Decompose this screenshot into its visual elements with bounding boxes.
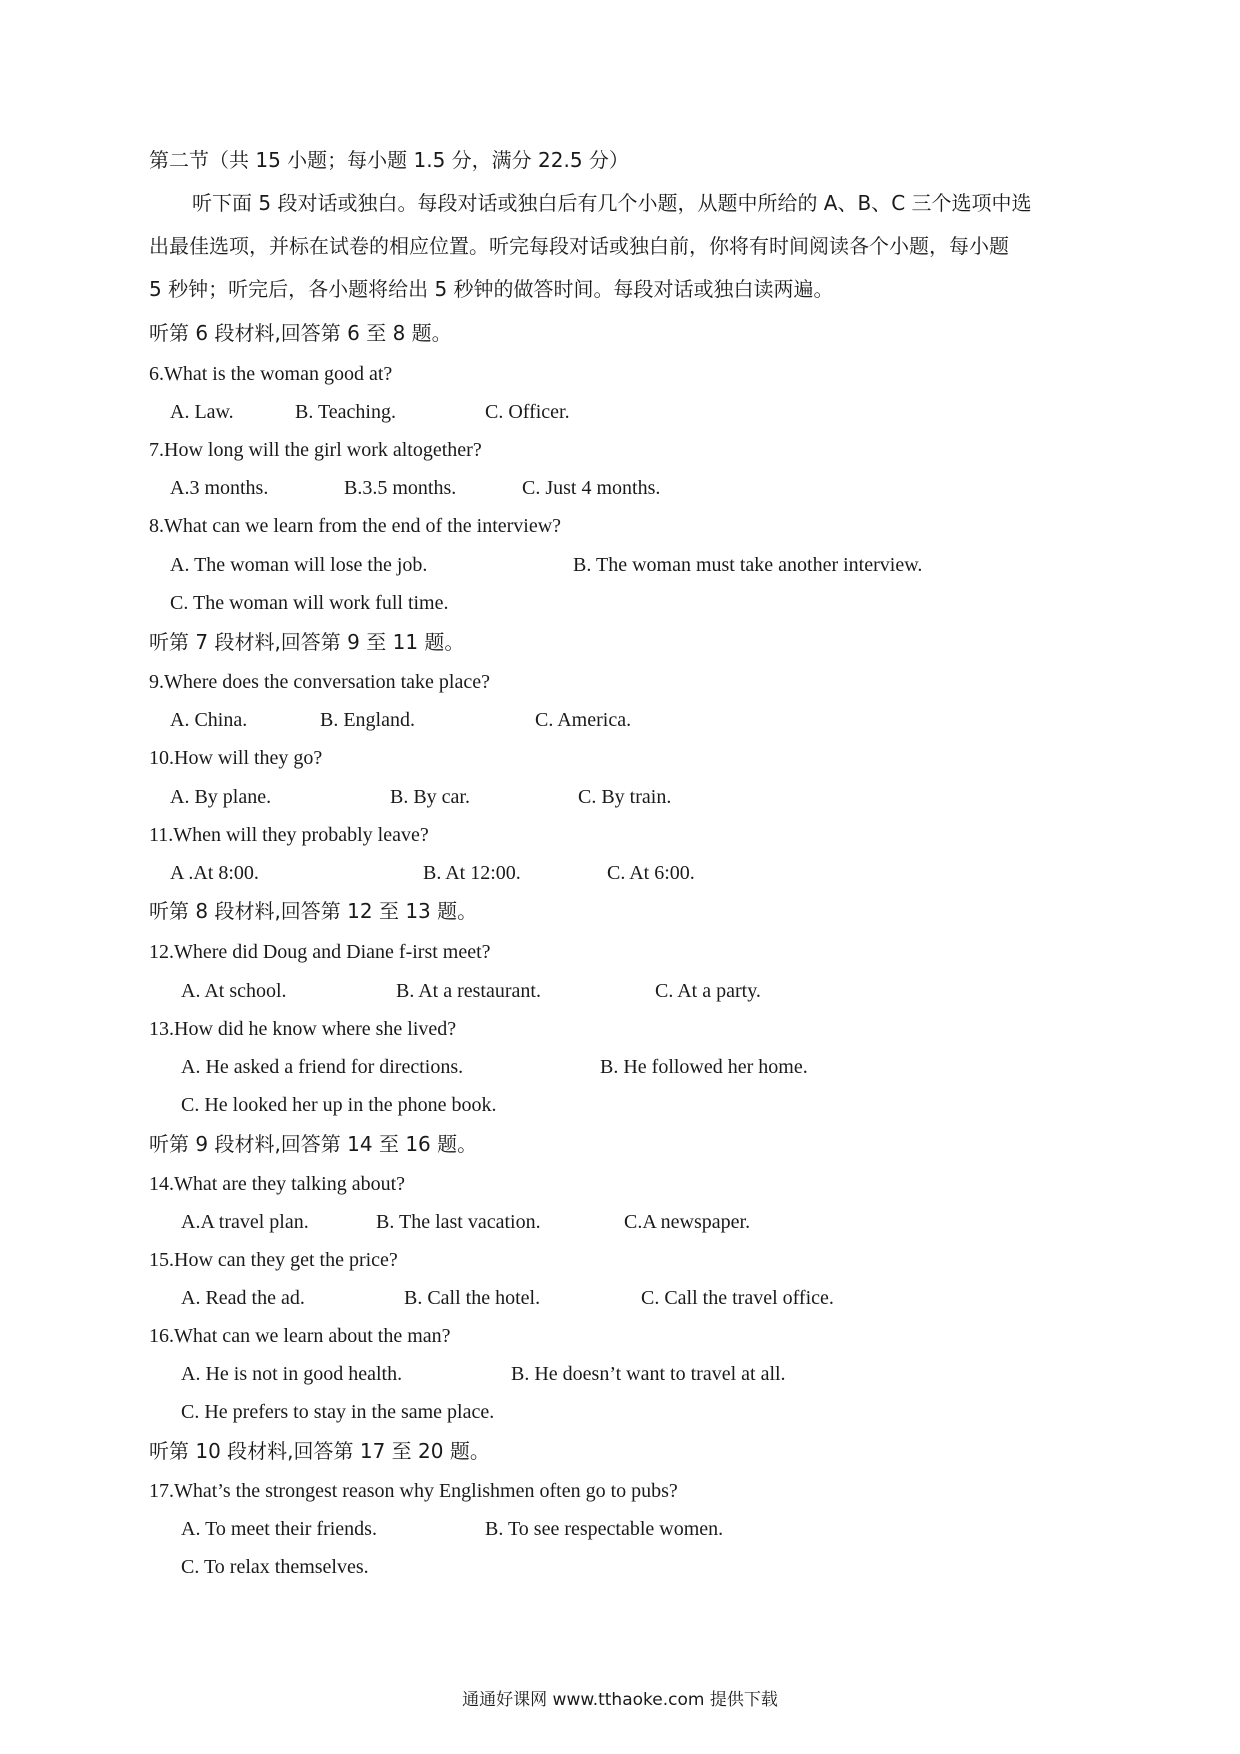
group-header-10: 听第 10 段材料,回答第 17 至 20 题。 xyxy=(149,1439,490,1463)
question-15-option-a: A. Read the ad. xyxy=(181,1287,305,1309)
footer-text: 通通好课网 www.tthaoke.com 提供下载 xyxy=(462,1690,778,1710)
question-14-option-b: B. The last vacation. xyxy=(376,1211,541,1233)
question-7-option-a: A.3 months. xyxy=(170,477,269,499)
question-8-option-b: B. The woman must take another interview. xyxy=(573,554,923,576)
question-9-option-b: B. England. xyxy=(320,709,415,731)
question-14-stem: 14.What are they talking about? xyxy=(149,1173,406,1195)
question-17-option-b: B. To see respectable women. xyxy=(485,1518,724,1540)
group-header-9: 听第 9 段材料,回答第 14 至 16 题。 xyxy=(149,1132,478,1156)
question-13-stem: 13.How did he know where she lived? xyxy=(149,1018,457,1040)
question-13-option-b: B. He followed her home. xyxy=(600,1056,808,1078)
question-11-stem: 11.When will they probably leave? xyxy=(149,824,429,846)
question-17-stem: 17.What’s the strongest reason why Englishmen often go to pubs? xyxy=(149,1480,678,1502)
question-16-option-c: C. He prefers to stay in the same place. xyxy=(181,1401,495,1423)
section-title: 第二节（共 15 小题；每小题 1.5 分，满分 22.5 分） xyxy=(149,148,629,172)
question-15-option-b: B. Call the hotel. xyxy=(404,1287,541,1309)
group-header-6: 听第 6 段材料,回答第 6 至 8 题。 xyxy=(149,321,452,345)
question-6-option-c: C. Officer. xyxy=(485,401,570,423)
question-15-stem: 15.How can they get the price? xyxy=(149,1249,398,1271)
question-17-option-a: A. To meet their friends. xyxy=(181,1518,377,1540)
question-14-option-c: C.A newspaper. xyxy=(624,1211,751,1233)
question-9-option-a: A. China. xyxy=(170,709,248,731)
question-12-option-b: B. At a restaurant. xyxy=(396,980,541,1002)
question-8-option-a: A. The woman will lose the job. xyxy=(170,554,428,576)
question-14-option-a: A.A travel plan. xyxy=(181,1211,309,1233)
instruction-line-3: 5 秒钟；听完后，各小题将给出 5 秒钟的做答时间。每段对话或独白读两遍。 xyxy=(149,277,834,301)
question-6-option-b: B. Teaching. xyxy=(295,401,396,423)
question-6-option-a: A. Law. xyxy=(170,401,234,423)
question-9-stem: 9.Where does the conversation take place? xyxy=(149,671,490,693)
question-11-option-b: B. At 12:00. xyxy=(423,862,521,884)
question-13-option-a: A. He asked a friend for directions. xyxy=(181,1056,464,1078)
instruction-line-1: 听下面 5 段对话或独白。每段对话或独白后有几个小题，从题中所给的 A、B、C 三个选项中选 xyxy=(192,191,1032,215)
group-header-8: 听第 8 段材料,回答第 12 至 13 题。 xyxy=(149,899,478,923)
question-7-option-b: B.3.5 months. xyxy=(344,477,457,499)
question-9-option-c: C. America. xyxy=(535,709,632,731)
question-12-option-a: A. At school. xyxy=(181,980,287,1002)
question-7-option-c: C. Just 4 months. xyxy=(522,477,661,499)
question-15-option-c: C. Call the travel office. xyxy=(641,1287,834,1309)
question-12-stem: 12.Where did Doug and Diane f-irst meet? xyxy=(149,941,491,963)
question-10-stem: 10.How will they go? xyxy=(149,747,323,769)
question-7-stem: 7.How long will the girl work altogether? xyxy=(149,439,482,461)
instruction-line-2: 出最佳选项，并标在试卷的相应位置。听完每段对话或独白前，你将有时间阅读各个小题，每小题 xyxy=(149,234,1009,258)
group-header-7: 听第 7 段材料,回答第 9 至 11 题。 xyxy=(149,630,465,654)
question-16-option-a: A. He is not in good health. xyxy=(181,1363,403,1385)
question-16-stem: 16.What can we learn about the man? xyxy=(149,1325,451,1347)
question-16-option-b: B. He doesn’t want to travel at all. xyxy=(511,1363,786,1385)
question-13-option-c: C. He looked her up in the phone book. xyxy=(181,1094,497,1116)
question-12-option-c: C. At a party. xyxy=(655,980,761,1002)
question-11-option-a: A .At 8:00. xyxy=(170,862,259,884)
question-10-option-c: C. By train. xyxy=(578,786,672,808)
question-8-stem: 8.What can we learn from the end of the interview? xyxy=(149,515,562,537)
question-17-option-c: C. To relax themselves. xyxy=(181,1556,369,1578)
question-10-option-a: A. By plane. xyxy=(170,786,272,808)
question-10-option-b: B. By car. xyxy=(390,786,470,808)
question-11-option-c: C. At 6:00. xyxy=(607,862,695,884)
question-6-stem: 6.What is the woman good at? xyxy=(149,363,393,385)
question-8-option-c: C. The woman will work full time. xyxy=(170,592,449,614)
